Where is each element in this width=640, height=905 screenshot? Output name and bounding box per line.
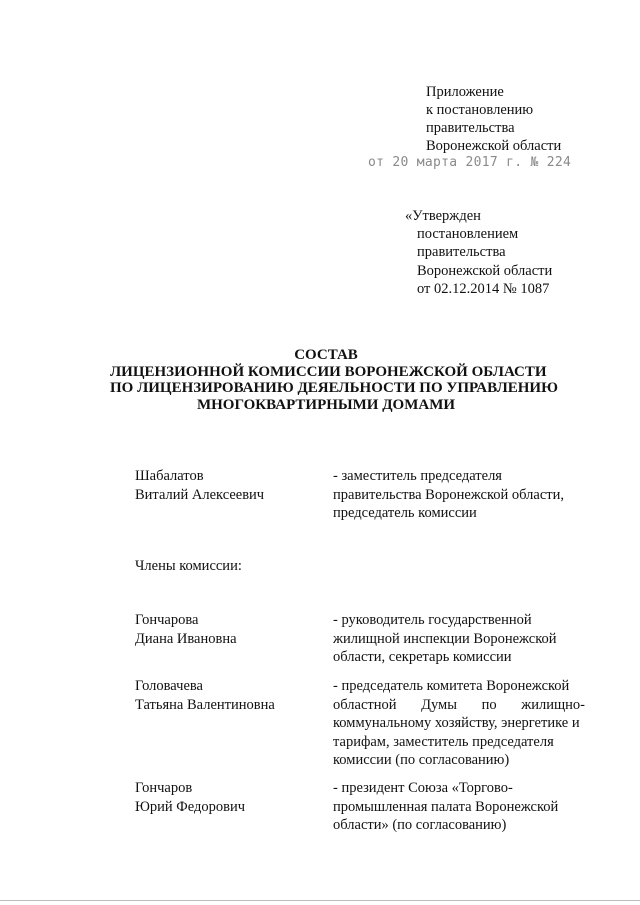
role-line: областной Думы по жилищно- [333,696,585,713]
role-line: области» (по согласованию) [333,817,507,833]
document-title [110,347,558,413]
title-line: МНОГОКВАРТИРНЫМИ ДОМАМИ [196,396,456,413]
member-name [135,467,315,504]
member-role [333,677,585,770]
role-line: - заместитель председателя [333,468,502,484]
member-role [333,611,585,667]
member-name [135,779,315,816]
appendix-line: к постановлению [426,102,534,118]
member-name [135,677,315,714]
approval-line: правительства [417,244,506,261]
role-line: тарифам, заместитель председателя [333,733,554,750]
members-heading: Члены комиссии: [135,558,242,574]
approval-line: от 02.12.2014 № 1087 [417,280,550,297]
role-line: области, секретарь комиссии [333,649,512,665]
appendix-header [426,83,561,155]
role-line: - президент Союза «Торгово- [333,780,513,796]
surname: Шабалатов [135,468,204,484]
surname: Гончарова [135,612,199,628]
appendix-line: Воронежской области [426,138,562,154]
role-line: коммунальному хозяйству, энергетике и [333,715,580,731]
surname: Головачева [135,678,203,694]
date-stamp: от 20 марта 2017 г. № 224 [368,155,572,170]
role-line: промышленная палата Воронежской [333,798,559,815]
member-role [333,779,585,835]
given-names: Виталий Алексеевич [135,486,265,503]
approval-block [405,207,552,298]
appendix-line: Приложение [426,84,504,100]
approval-line: Воронежской области [417,262,553,279]
appendix-line: правительства [426,120,515,136]
role-line: - председатель комитета Воронежской [333,678,570,694]
role-line: - руководитель государственной [333,612,532,628]
title-line: СОСТАВ [294,347,358,363]
given-names: Татьяна Валентиновна [135,696,275,713]
approval-line: постановлением [417,226,519,243]
role-line: жилищной инспекции Воронежской [333,630,557,647]
role-line: председатель комиссии [333,505,477,521]
member-name [135,611,315,648]
page-edge-divider [0,900,640,901]
given-names: Диана Ивановна [135,630,237,647]
given-names: Юрий Федорович [135,798,246,815]
title-line: ЛИЦЕНЗИОННОЙ КОМИССИИ ВОРОНЕЖСКОЙ ОБЛАСТИ [110,363,547,380]
approval-line: «Утвержден [405,208,481,224]
role-line: правительства Воронежской области, [333,486,565,503]
member-role [333,467,585,523]
surname: Гончаров [135,780,193,796]
role-line: комиссии (по согласованию) [333,752,510,768]
title-line: ПО ЛИЦЕНЗИРОВАНИЮ ДЕЯЕЛЬНОСТИ ПО УПРАВЛЕНИЮ [110,380,558,396]
